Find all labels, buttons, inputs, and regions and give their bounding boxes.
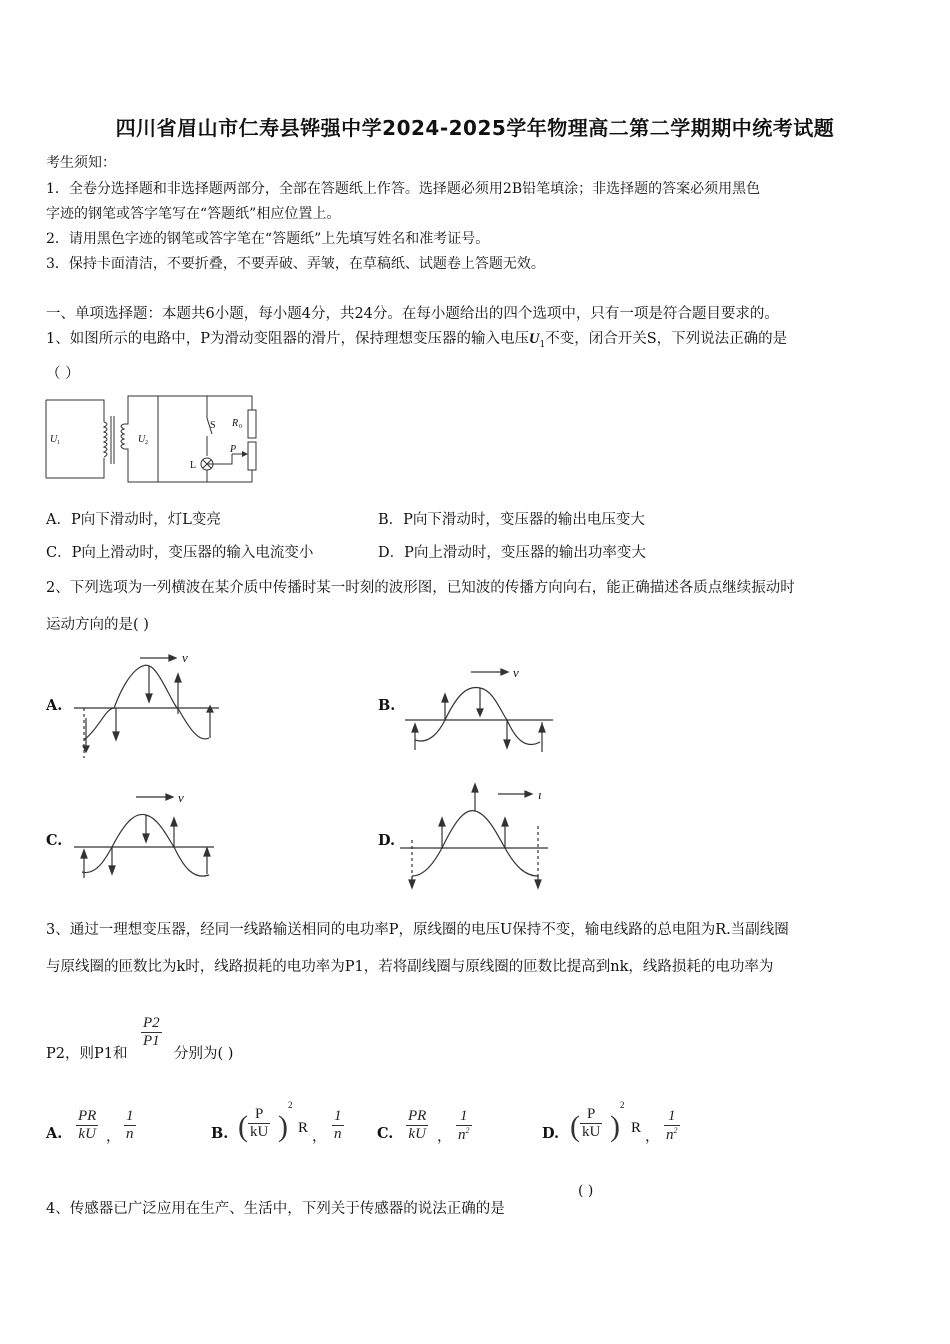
notice-heading: 考生须知：: [46, 155, 116, 171]
q3-option-d-frac2: $\frac{1}{n^2}$: [666, 1108, 678, 1143]
q2-stem-cont: 运动方向的是( ): [46, 617, 149, 633]
q2-option-d[interactable]: D.: [378, 832, 396, 849]
svg-text:R: R: [232, 418, 239, 429]
svg-text:S: S: [210, 420, 216, 431]
svg-text:ı: ı: [538, 787, 542, 802]
q3-option-d[interactable]: D.: [542, 1125, 560, 1142]
notice-item-2: 2．请用黑色字迹的钢笔或答字笔在“答题纸”上先填写姓名和准考证号。: [46, 231, 490, 247]
q3-stem-cont: 与原线圈的匝数比为k时，线路损耗的电功率为P1，若将副线圈与原线圈的匝数比提高到nk，线路损耗的电功率为: [46, 959, 774, 975]
q3-option-b-frac2: $\frac{1}{n}$: [334, 1108, 342, 1142]
q3-option-a-frac1: $\frac{PR}{kU}$: [78, 1108, 97, 1142]
page-title: 四川省眉山市仁寿县铧强中学2024-2025学年物理高二第二学期期中统考试题: [115, 116, 835, 140]
q3-option-c[interactable]: C.: [377, 1125, 394, 1142]
svg-text:1: 1: [57, 440, 60, 446]
svg-text:P: P: [230, 444, 237, 455]
q1-stem: 1、如图所示的电路中，P为滑动变阻器的滑片，保持理想变压器的输入电压$U_1$不变，闭合开关S，下列说法正确的是: [46, 331, 788, 350]
q3-option-d-frac1: $\frac{P}{kU}$: [582, 1106, 601, 1140]
q3-option-a[interactable]: A.: [46, 1125, 63, 1142]
q2-wave-d[interactable]: [400, 776, 550, 891]
q1-paren: （ ）: [46, 366, 80, 382]
svg-text:v: v: [513, 665, 519, 680]
q3-stem-c1: P2，则P1和: [46, 1046, 128, 1062]
q2-stem: 2、下列选项为一列横波在某介质中传播时某一时刻的波形图，已知波的传播方向向右，能正确描述各质点继续振动时: [46, 580, 795, 596]
svg-text:L: L: [190, 460, 197, 471]
svg-text:U: U: [50, 434, 58, 445]
svg-text:0: 0: [239, 424, 242, 430]
q1-option-c[interactable]: C．P向上滑动时，变压器的输入电流变小: [46, 545, 314, 561]
q2-option-a[interactable]: A.: [46, 697, 63, 714]
q2-wave-c[interactable]: [74, 790, 224, 885]
svg-text:v: v: [178, 790, 184, 805]
q3-option-c-frac1: $\frac{PR}{kU}$: [408, 1108, 427, 1142]
q3-option-b-frac1: $\frac{P}{kU}$: [250, 1106, 269, 1140]
q3-stem-c2: 分别为( ): [174, 1046, 234, 1062]
notice-item-3: 3．保持卡面清洁，不要折叠，不要弄破、弄皱，在草稿纸、试题卷上答题无效。: [46, 256, 545, 272]
q3-option-c-frac2: $\frac{1}{n^2}$: [458, 1108, 470, 1143]
notice-item-1-cont: 字迹的钢笔或答字笔写在“答题纸”相应位置上。: [46, 206, 341, 222]
q1-option-b[interactable]: B．P向下滑动时，变压器的输出电压变大: [378, 512, 645, 528]
q1-circuit-diagram: [44, 394, 264, 484]
q4-stem: 4、传感器已广泛应用在生产、生活中，下列关于传感器的说法正确的是: [46, 1201, 505, 1217]
q3-fraction: $\frac{P2}{P1}$: [143, 1015, 160, 1049]
svg-text:U: U: [138, 434, 146, 445]
q2-wave-a[interactable]: [74, 648, 224, 763]
q1-option-d[interactable]: D．P向上滑动时，变压器的输出功率变大: [378, 545, 646, 561]
svg-text:v: v: [182, 650, 188, 665]
svg-text:2: 2: [145, 440, 148, 446]
q3-option-a-frac2: $\frac{1}{n}$: [126, 1108, 134, 1142]
q1-option-a[interactable]: A．P向下滑动时，灯L变亮: [46, 512, 221, 528]
section-heading: 一、单项选择题：本题共6小题，每小题4分，共24分。在每小题给出的四个选项中，只有一项是符合题目要求的。: [46, 306, 779, 322]
notice-item-1: 1．全卷分选择题和非选择题两部分，全部在答题纸上作答。选择题必须用2B铅笔填涂；非选择题的答案必须用黑色: [46, 181, 761, 197]
q2-option-c[interactable]: C.: [46, 832, 63, 849]
q4-paren: ( ): [578, 1183, 594, 1199]
q2-option-b[interactable]: B.: [378, 697, 396, 714]
q3-option-b[interactable]: B.: [211, 1125, 229, 1142]
q2-wave-b[interactable]: [405, 660, 555, 755]
q3-stem: 3、通过一理想变压器，经同一线路输送相同的电功率P，原线圈的电压U保持不变，输电线路的总电阻为R.当副线圈: [46, 922, 789, 938]
